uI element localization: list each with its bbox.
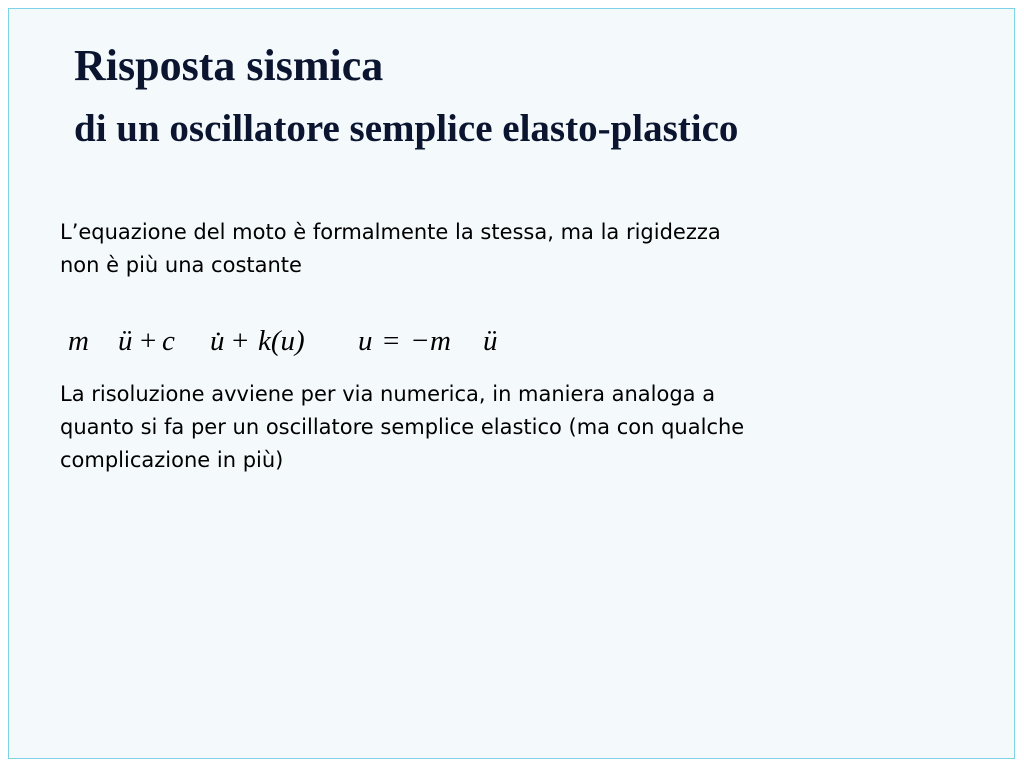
equation-plus: + bbox=[232, 325, 249, 357]
equation-displacement: u bbox=[358, 325, 373, 357]
equation-mass: m bbox=[68, 325, 89, 357]
paragraph-equation-intro bbox=[60, 216, 721, 282]
equation-velocity: u̇ bbox=[210, 325, 225, 357]
equation-minus: − bbox=[412, 325, 429, 357]
paragraph-line: quanto si fa per un oscillatore semplice elastico (ma con qualche bbox=[60, 415, 745, 439]
equation-ground-acceleration: ü bbox=[483, 325, 498, 357]
equation-acceleration: ü bbox=[118, 325, 133, 357]
equation-damping: c bbox=[162, 325, 175, 357]
slide-subtitle: di un oscillatore semplice elasto-plastico bbox=[74, 107, 739, 150]
equation-of-motion bbox=[58, 314, 528, 364]
paragraph-line: non è più una costante bbox=[60, 253, 302, 277]
equation-mass: m bbox=[430, 325, 451, 357]
equation-plus: + bbox=[140, 325, 157, 357]
paragraph-line: L’equazione del moto è formalmente la stessa, ma la rigidezza bbox=[60, 220, 721, 244]
equation-equals: = bbox=[383, 325, 400, 357]
equation-stiffness: k(u) bbox=[258, 325, 305, 357]
paragraph-line: La risoluzione avviene per via numerica, in maniera analoga a bbox=[60, 382, 716, 406]
paragraph-line: complicazione in più) bbox=[60, 448, 284, 472]
paragraph-numerical-solution bbox=[60, 378, 744, 477]
slide-title: Risposta sismica bbox=[74, 41, 384, 90]
